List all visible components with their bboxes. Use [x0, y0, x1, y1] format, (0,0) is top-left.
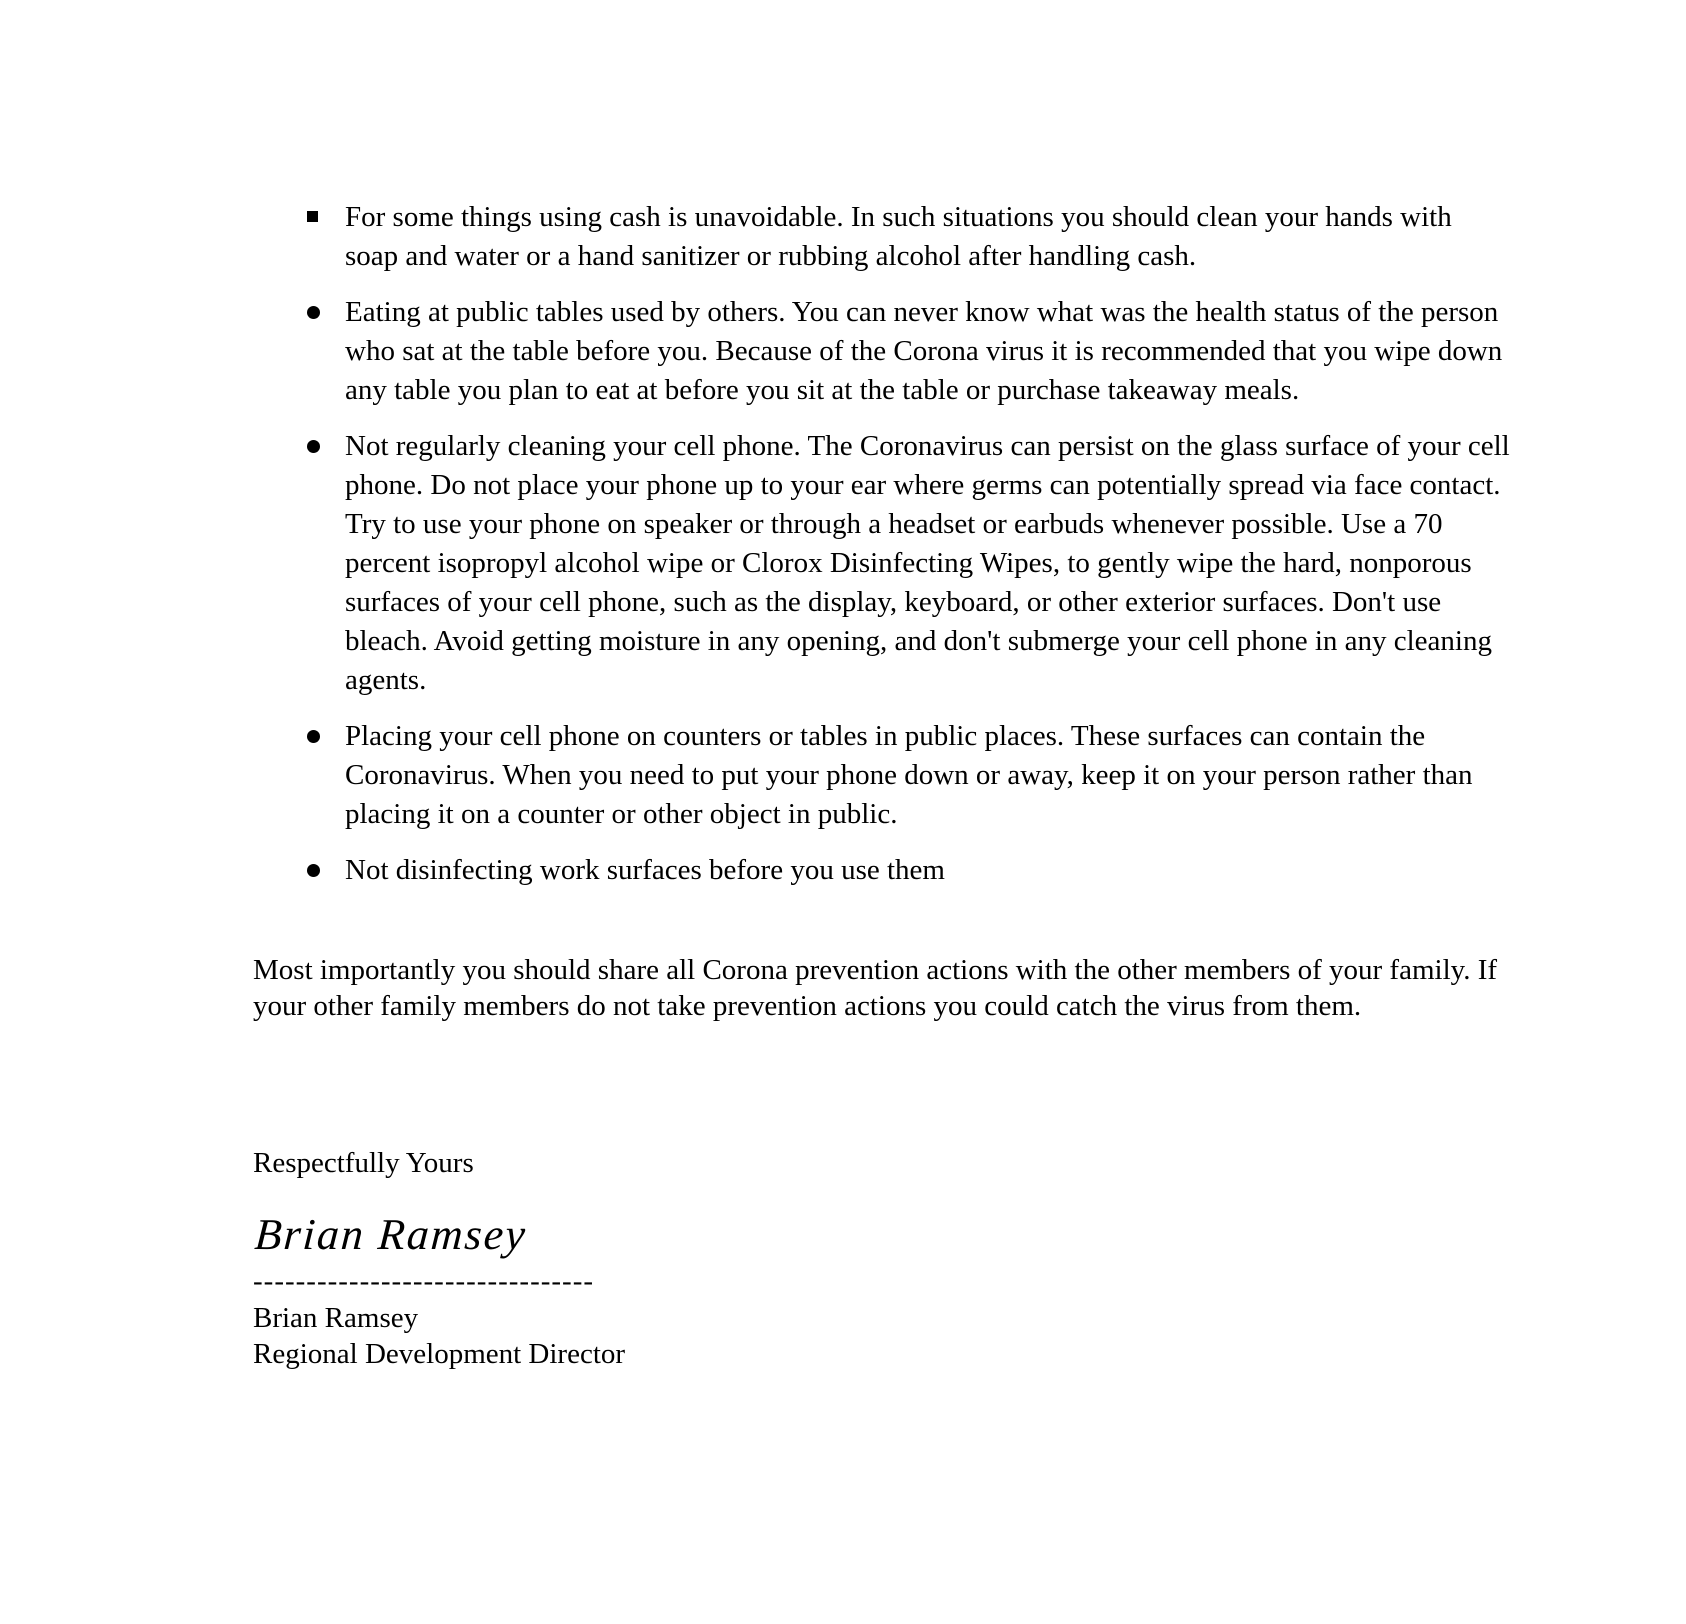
list-item	[253, 293, 1510, 410]
signature-name: Brian Ramsey	[253, 1302, 419, 1334]
signature-divider: --------------------------------	[253, 1265, 595, 1297]
list-item	[253, 198, 1510, 276]
bullet-text: Not disinfecting work surfaces before you use them	[345, 854, 945, 886]
bullet-marker-cell	[253, 427, 345, 453]
bullet-text: Placing your cell phone on counters or tables in public places. These surfaces can contain the Coronavirus. When you need to put your phone down or away, keep it on your person rather than placing it on a counter or other object in public.	[345, 720, 1473, 830]
disc-bullet-icon	[307, 440, 320, 453]
bullet-marker-cell	[253, 851, 345, 877]
disc-bullet-icon	[307, 864, 320, 877]
closing-paragraph: Most importantly you should share all Corona prevention actions with the other members of your family. If your other family members do not take prevention actions you could catch the virus from them.	[253, 954, 1498, 1022]
valediction: Respectfully Yours	[253, 1147, 474, 1179]
bullet-text: Not regularly cleaning your cell phone. The Coronavirus can persist on the glass surface of your cell phone. Do not place your phone up to your ear where germs can potentially spread via face contact. Try to use your phone on speaker or through a headset or earbuds whenever possible. Use a 70 percent isopropyl alcohol wipe or Clorox Disinfecting Wipes, to gently wipe the hard, nonporous surfaces of your cell phone, such as the display, keyboard, or other exterior surfaces. Don't use bleach. Avoid getting moisture in any opening, and don't submerge your cell phone in any cleaning agents.	[345, 430, 1510, 696]
list-item	[253, 851, 1510, 890]
handwritten-signature: Brian Ramsey	[253, 1210, 529, 1259]
disc-bullet-icon	[307, 730, 320, 743]
bullet-text: For some things using cash is unavoidable. In such situations you should clean your hands with soap and water or a hand sanitizer or rubbing alcohol after handling cash.	[345, 201, 1452, 272]
bullet-marker-cell	[253, 198, 345, 222]
square-bullet-icon	[307, 211, 318, 222]
signature-title: Regional Development Director	[253, 1338, 626, 1370]
bullet-text: Eating at public tables used by others. You can never know what was the health status of the person who sat at the table before you. Because of the Corona virus it is recommended that you wipe down any table you plan to eat at before you sit at the table or purchase takeaway meals.	[345, 296, 1503, 406]
list-item	[253, 717, 1510, 834]
list-item	[253, 427, 1510, 700]
bullet-marker-cell	[253, 717, 345, 743]
bullet-marker-cell	[253, 293, 345, 319]
prevention-bullet-list	[253, 198, 1510, 890]
disc-bullet-icon	[307, 306, 320, 319]
